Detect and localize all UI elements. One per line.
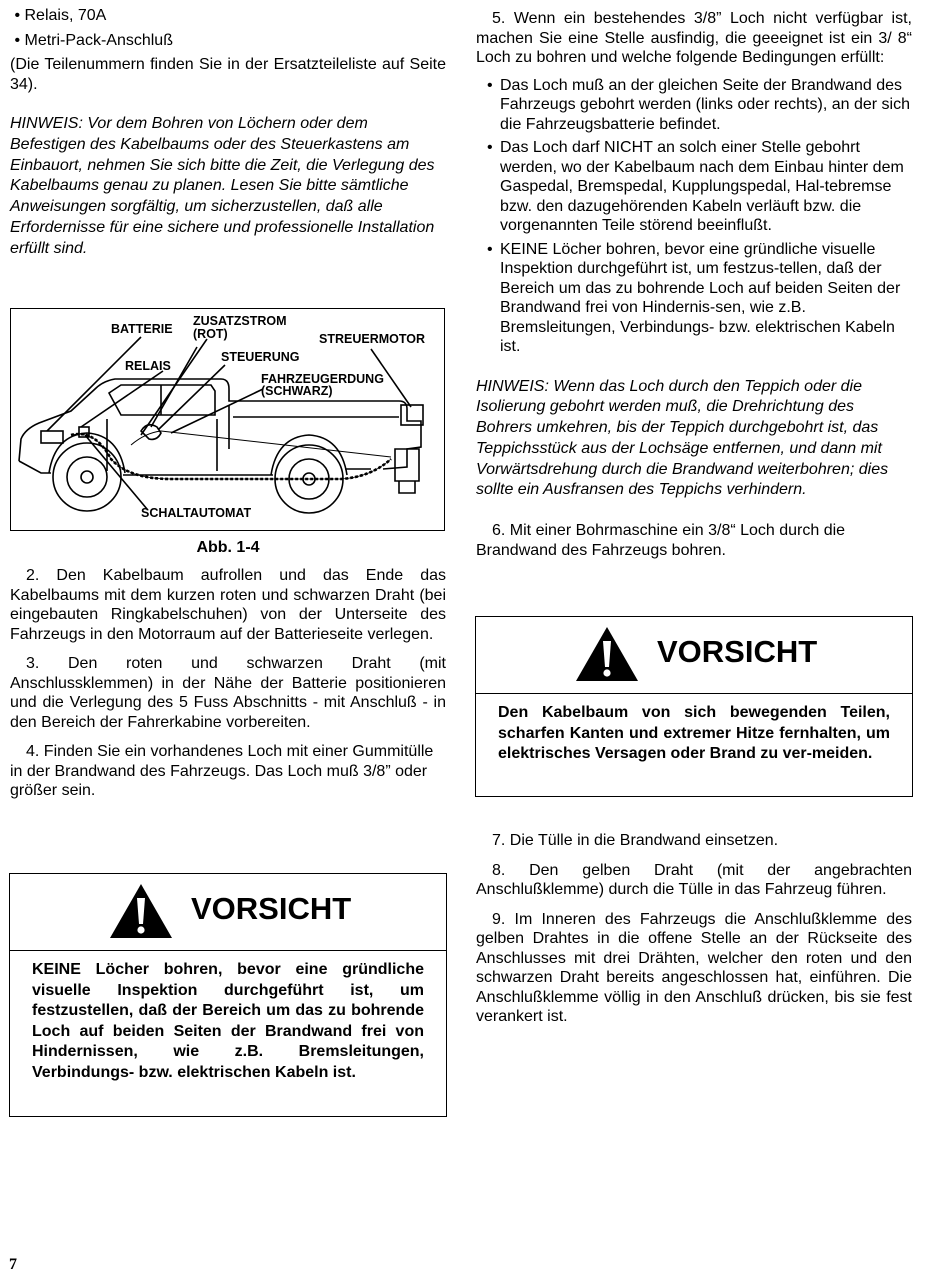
caution-text: Den Kabelbaum von sich bewegenden Teilen, scharfen Kanten und extremer Hitze fernhalten, um elektrisches Versagen oder Brand zu ver-meiden.: [498, 704, 890, 762]
label-schwarz: (SCHWARZ): [261, 384, 333, 398]
caution-text: KEINE Löcher bohren, bevor eine gründliche visuelle Inspektion durchgeführt ist, um festzustellen, daß der Bereich um das zu bohrende Loch auf beiden Seiten der Brandwand frei von Hindernissen, wie z.B. Bremsleitungen, Verbindungs- bzw. elektrischen Kabeln ist.: [32, 961, 424, 1081]
label-rot: (ROT): [193, 327, 228, 341]
step-7: 7. Die Tülle in die Brandwand einsetzen.: [492, 832, 779, 849]
list-item: • Das Loch darf NICHT an solch einer Stelle gebohrt werden, wo der Kabelbaum nach dem Einbau hinter dem Gaspedal, Bremspedal, Kupplungspedal, Hal-tebremse bzw. den dazugehörenden Kabeln verläuft bzw. die vorgenannten Teile störend beeinflußt.: [476, 138, 912, 236]
label-steuerung: STEUERUNG: [221, 350, 300, 364]
list-item: • KEINE Löcher bohren, bevor eine gründliche visuelle Inspektion durchgeführt ist, um festzus-tellen, daß der Bereich um das zu bohrende Loch auf beiden Seiten der Brandwand frei von Hindernis-sen, wie z.B. Bremsleitungen, Verbindungs- bzw. elektrischen Kabeln ist.: [476, 240, 912, 357]
caution-title: VORSICHT: [657, 634, 818, 669]
caution-box-2: [475, 616, 913, 797]
left-column: [10, 6, 446, 260]
conditions-list: [476, 76, 912, 357]
caution-header: [10, 874, 446, 951]
step-2: 2. Den Kabelbaum aufrollen und das Ende das Kabelbaums mit dem kurzen roten und schwarzen Draht (bei eingebauten Ringkabelschuhen) von der Unterseite des Fahrzeugs in den Motorraum auf der Batterieseite verlegen.: [10, 567, 446, 643]
bullet-text: Relais, 70A: [24, 7, 107, 24]
label-schaltautomat: SCHALTAUTOMAT: [141, 506, 252, 520]
step-4: 4. Finden Sie ein vorhandenes Loch mit einer Gummitülle in der Brandwand des Fahrzeugs. Das Loch muß 3/8” oder größer sein.: [10, 743, 434, 799]
caution-title: VORSICHT: [191, 891, 352, 926]
caution-box: [9, 873, 447, 1117]
page-number: 7: [9, 1256, 17, 1273]
left-steps: [10, 566, 446, 801]
list-item: • Das Loch muß an der gleichen Seite der Brandwand des Fahrzeugs gebohrt werden (links oder rechts), an der sich die Fahrzeugsbatterie befindet.: [476, 76, 912, 135]
caution-header: [476, 617, 912, 694]
warning-triangle-icon: [108, 882, 174, 940]
list-item: • Relais, 70A: [10, 7, 107, 24]
right-column: [476, 9, 912, 560]
step-5: 5. Wenn ein bestehendes 3/8” Loch nicht verfügbar ist, machen Sie eine Stelle ausfindig, die geeeignet ist ein 3/ 8“ Loch zu bohren und welche folgende Bedingungen erfüllt:: [476, 10, 912, 66]
label-streuermotor: STREUERMOTOR: [319, 332, 426, 346]
step-9: 9. Im Inneren des Fahrzeugs die Anschlußklemme des gelben Drahtes in die offene Stelle an der Rückseite des Anschlusses mit drei Drähten, welcher den roten und den schwarzen Draht bereits angeschlossen hat, einführen. Die Anschlußklemme völlig in den Anschluß drücken, bis sie fest verankert ist.: [476, 910, 912, 1025]
label-relais: RELAIS: [125, 359, 171, 373]
right-steps: [476, 831, 912, 1027]
label-zusatzstrom: ZUSATZSTROM: [193, 314, 287, 328]
list-item: • Metri-Pack-Anschluß: [10, 31, 173, 49]
hinweis-note-2: HINWEIS: Wenn das Loch durch den Teppich oder die Isolierung gebohrt werden muß, die Drehrichtung des Bohrers umkehren, bis der Teppich durchgebohrt ist, das Teppichsstück aus der Lochsäge entfernen, und dann mit Vorwärtsdrehung durch die Brandwand weiterbohren; dies sollte ein Ausfransen des Teppichs verhindern.: [476, 377, 889, 499]
hinweis-note: HINWEIS: Vor dem Bohren von Löchern oder dem Befestigen des Kabelbaums oder des Steuerkastens am Einbauort, nehmen Sie sich bitte die Zeit, die Verlegung des Kabelbaums genau zu planen. Lesen Sie bitte sämtliche Anweisungen sorgfältig, um sicherzustellen, daß alle Erfordernisse für eine sichere und professionelle Installation erfüllt sind.: [10, 115, 435, 257]
step-6: 6. Mit einer Bohrmaschine ein 3/8“ Loch durch die Brandwand des Fahrzeugs bohren.: [476, 522, 846, 559]
warning-triangle-icon: [574, 625, 640, 683]
parts-note: (Die Teilenummern finden Sie in der Ersatzteileliste auf Seite 34).: [10, 56, 446, 93]
label-fahrzeugerdung: FAHRZEUGERDUNG: [261, 372, 384, 386]
figure-truck-wiring: [10, 308, 445, 531]
figure-caption: Abb. 1-4: [196, 539, 260, 556]
step-3: 3. Den roten und schwarzen Draht (mit Anschlussklemmen) in der Nähe der Batterie positionieren und die Verlegung des 5 Fuss Abschnitts - mit Anschluß - in den Bereich der Fahrerkabine vorbereiten.: [10, 655, 446, 731]
bullet-text: Metri-Pack-Anschluß: [24, 31, 173, 49]
step-8: 8. Den gelben Draht (mit der angebrachten Anschlußklemme) durch die Tülle in das Fahrzeug führen.: [476, 861, 912, 898]
label-batterie: BATTERIE: [111, 322, 173, 336]
